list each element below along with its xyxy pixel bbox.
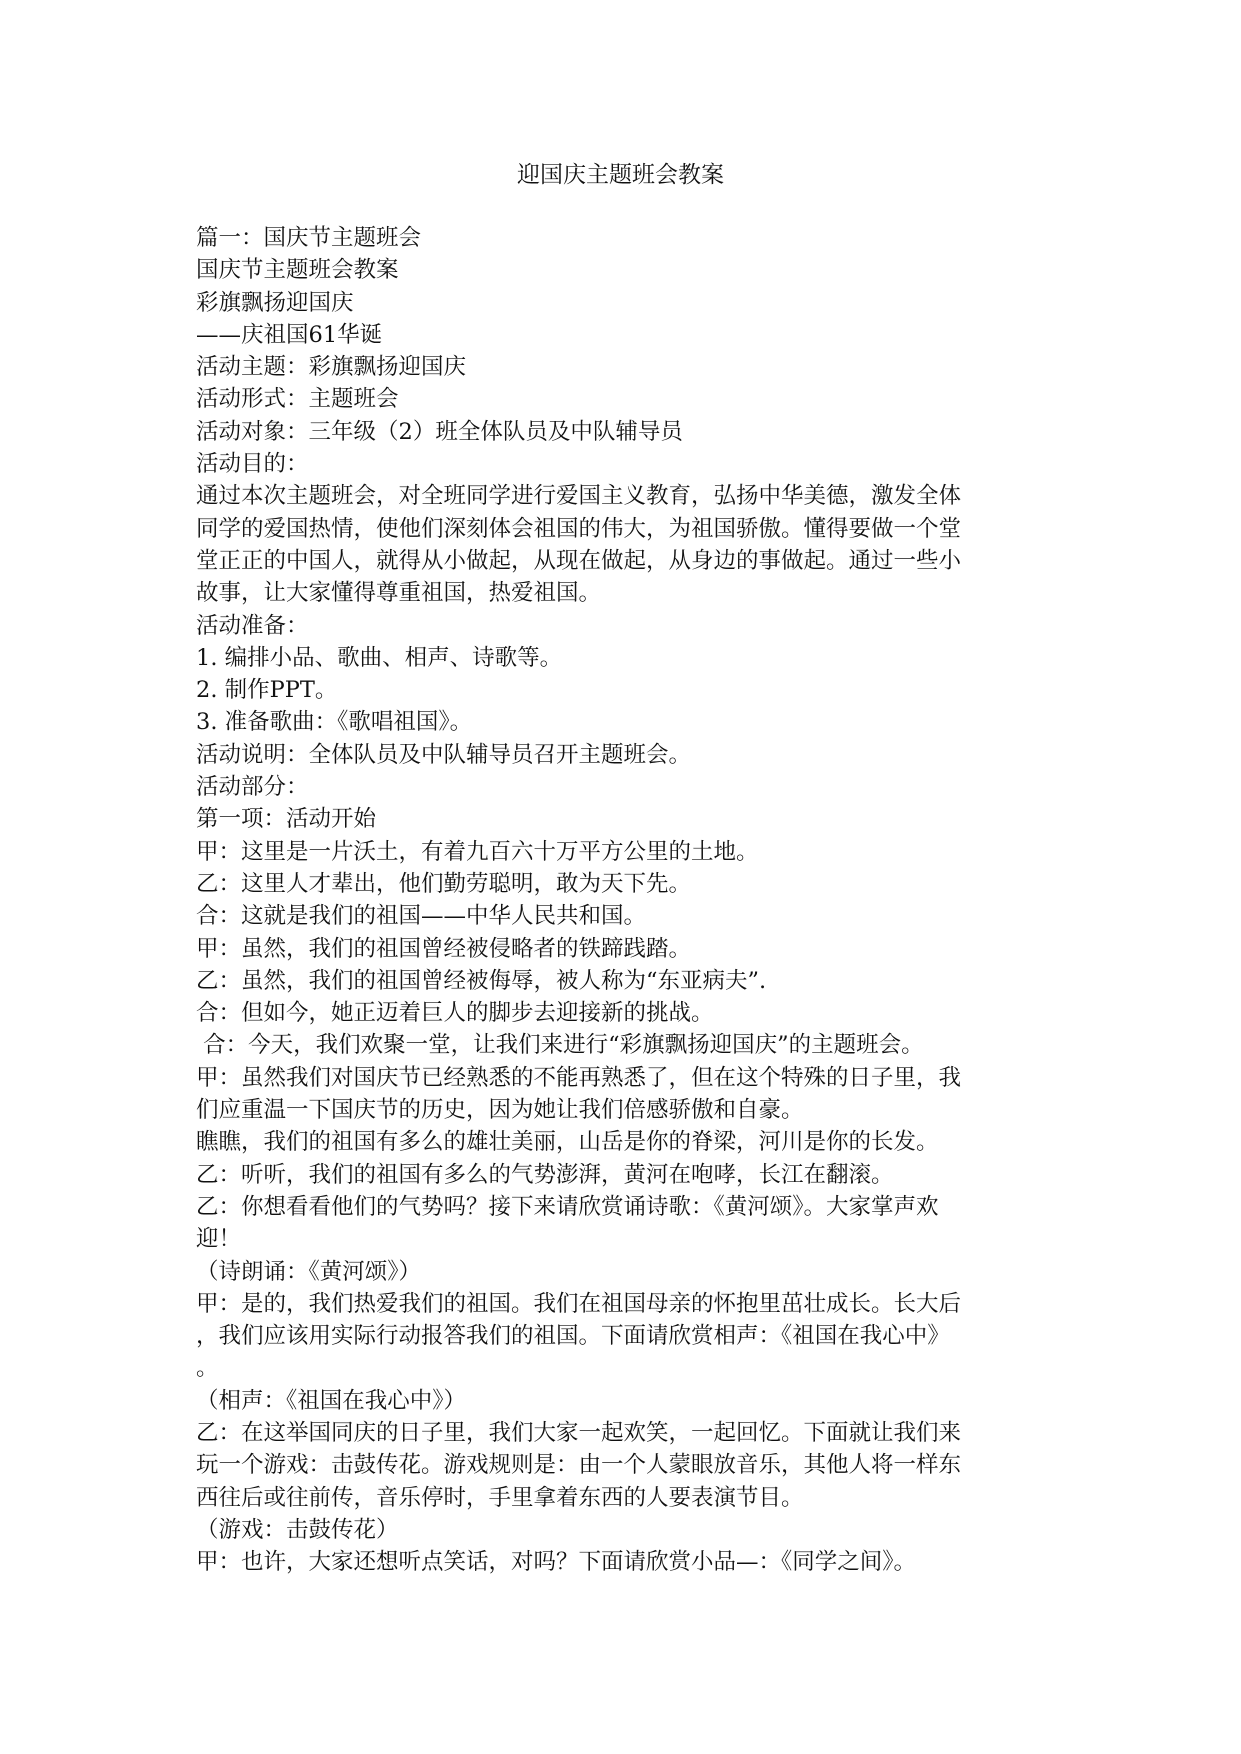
- text-line: 乙：在这举国同庆的日子里，我们大家一起欢笑，一起回忆。下面就让我们来: [196, 1419, 962, 1446]
- text-line: 堂正正的中国人，就得从小做起，从现在做起，从身边的事做起。通过一些小: [196, 547, 962, 574]
- text-line: 迎！: [196, 1226, 242, 1253]
- text-line: 西往后或往前传，音乐停时，手里拿着东西的人要表演节目。: [196, 1484, 804, 1511]
- text-line: 们应重温一下国庆节的历史，因为她让我们倍感骄傲和自豪。: [196, 1097, 804, 1124]
- text-line: 甲：这里是一片沃土，有着九百六十万平方公里的土地。: [196, 838, 759, 865]
- text-line: 活动说明：全体队员及中队辅导员召开主题班会。: [196, 741, 692, 768]
- text-line: 彩旗飘扬迎国庆: [196, 289, 354, 316]
- text-line: 2. 制作PPT。: [196, 677, 338, 704]
- text-line: 瞧瞧，我们的祖国有多么的雄壮美丽，山岳是你的脊梁，河川是你的长发。: [196, 1129, 939, 1156]
- text-line: 乙：你想看看他们的气势吗？接下来请欣赏诵诗歌：《黄河颂》。大家掌声欢: [196, 1193, 939, 1220]
- text-line: 活动形式：主题班会: [196, 386, 399, 413]
- text-line: 合：今天，我们欢聚一堂，让我们来进行“彩旗飘扬迎国庆”的主题班会。: [196, 1032, 924, 1059]
- text-line: 甲：是的，我们热爱我们的祖国。我们在祖国母亲的怀抱里茁壮成长。长大后: [196, 1290, 962, 1317]
- text-line: 乙：听听，我们的祖国有多么的气势澎湃，黄河在咆哮，长江在翻滚。: [196, 1161, 894, 1188]
- text-line: 甲：虽然，我们的祖国曾经被侵略者的铁蹄践踏。: [196, 935, 692, 962]
- text-line: ，我们应该用实际行动报答我们的祖国。下面请欣赏相声：《祖国在我心中》: [196, 1323, 950, 1350]
- text-line: 第一项：活动开始: [196, 806, 377, 833]
- text-line: 甲：也许，大家还想听点笑话，对吗？下面请欣赏小品—：《同学之间》。: [196, 1549, 917, 1576]
- text-line: 乙：这里人才辈出，他们勤劳聪明，敢为天下先。: [196, 870, 692, 897]
- text-line: （相声：《祖国在我心中》）: [196, 1387, 467, 1414]
- text-line: ——庆祖国61华诞: [196, 321, 383, 348]
- document-title: 迎国庆主题班会教案: [517, 162, 724, 188]
- text-line: 3. 准备歌曲：《歌唱祖国》。: [196, 709, 473, 736]
- text-line: 故事，让大家懂得尊重祖国，热爱祖国。: [196, 580, 602, 607]
- text-line: （诗朗诵：《黄河颂》）: [196, 1258, 422, 1285]
- text-line: 活动目的：: [196, 451, 309, 478]
- text-line: 国庆节主题班会教案: [196, 257, 399, 284]
- text-line: 活动部分：: [196, 774, 309, 801]
- text-line: 合：这就是我们的祖国——中华人民共和国。: [196, 903, 647, 930]
- text-line: 甲：虽然我们对国庆节已经熟悉的不能再熟悉了，但在这个特殊的日子里，我: [196, 1064, 962, 1091]
- text-line: 活动对象：三年级（2）班全体队员及中队辅导员: [196, 418, 683, 445]
- text-line: 玩一个游戏：击鼓传花。游戏规则是：由一个人蒙眼放音乐，其他人将一样东: [196, 1452, 962, 1479]
- text-line: （游戏：击鼓传花）: [196, 1516, 399, 1543]
- text-line: 。: [196, 1355, 219, 1382]
- text-line: 同学的爱国热情，使他们深刻体会祖国的伟大，为祖国骄傲。懂得要做一个堂: [196, 515, 962, 542]
- text-line: 合：但如今，她正迈着巨人的脚步去迎接新的挑战。: [196, 1000, 714, 1027]
- text-line: 活动主题：彩旗飘扬迎国庆: [196, 354, 467, 381]
- text-line: 篇一：国庆节主题班会: [196, 225, 422, 251]
- document-body: [196, 222, 1054, 1578]
- text-line: 1. 编排小品、歌曲、相声、诗歌等。: [196, 644, 563, 671]
- text-line: 乙：虽然，我们的祖国曾经被侮辱，被人称为“东亚病夫”.: [196, 967, 767, 994]
- text-line: 通过本次主题班会，对全班同学进行爱国主义教育，弘扬中华美德，激发全体: [196, 483, 962, 510]
- text-line: 活动准备：: [196, 612, 309, 639]
